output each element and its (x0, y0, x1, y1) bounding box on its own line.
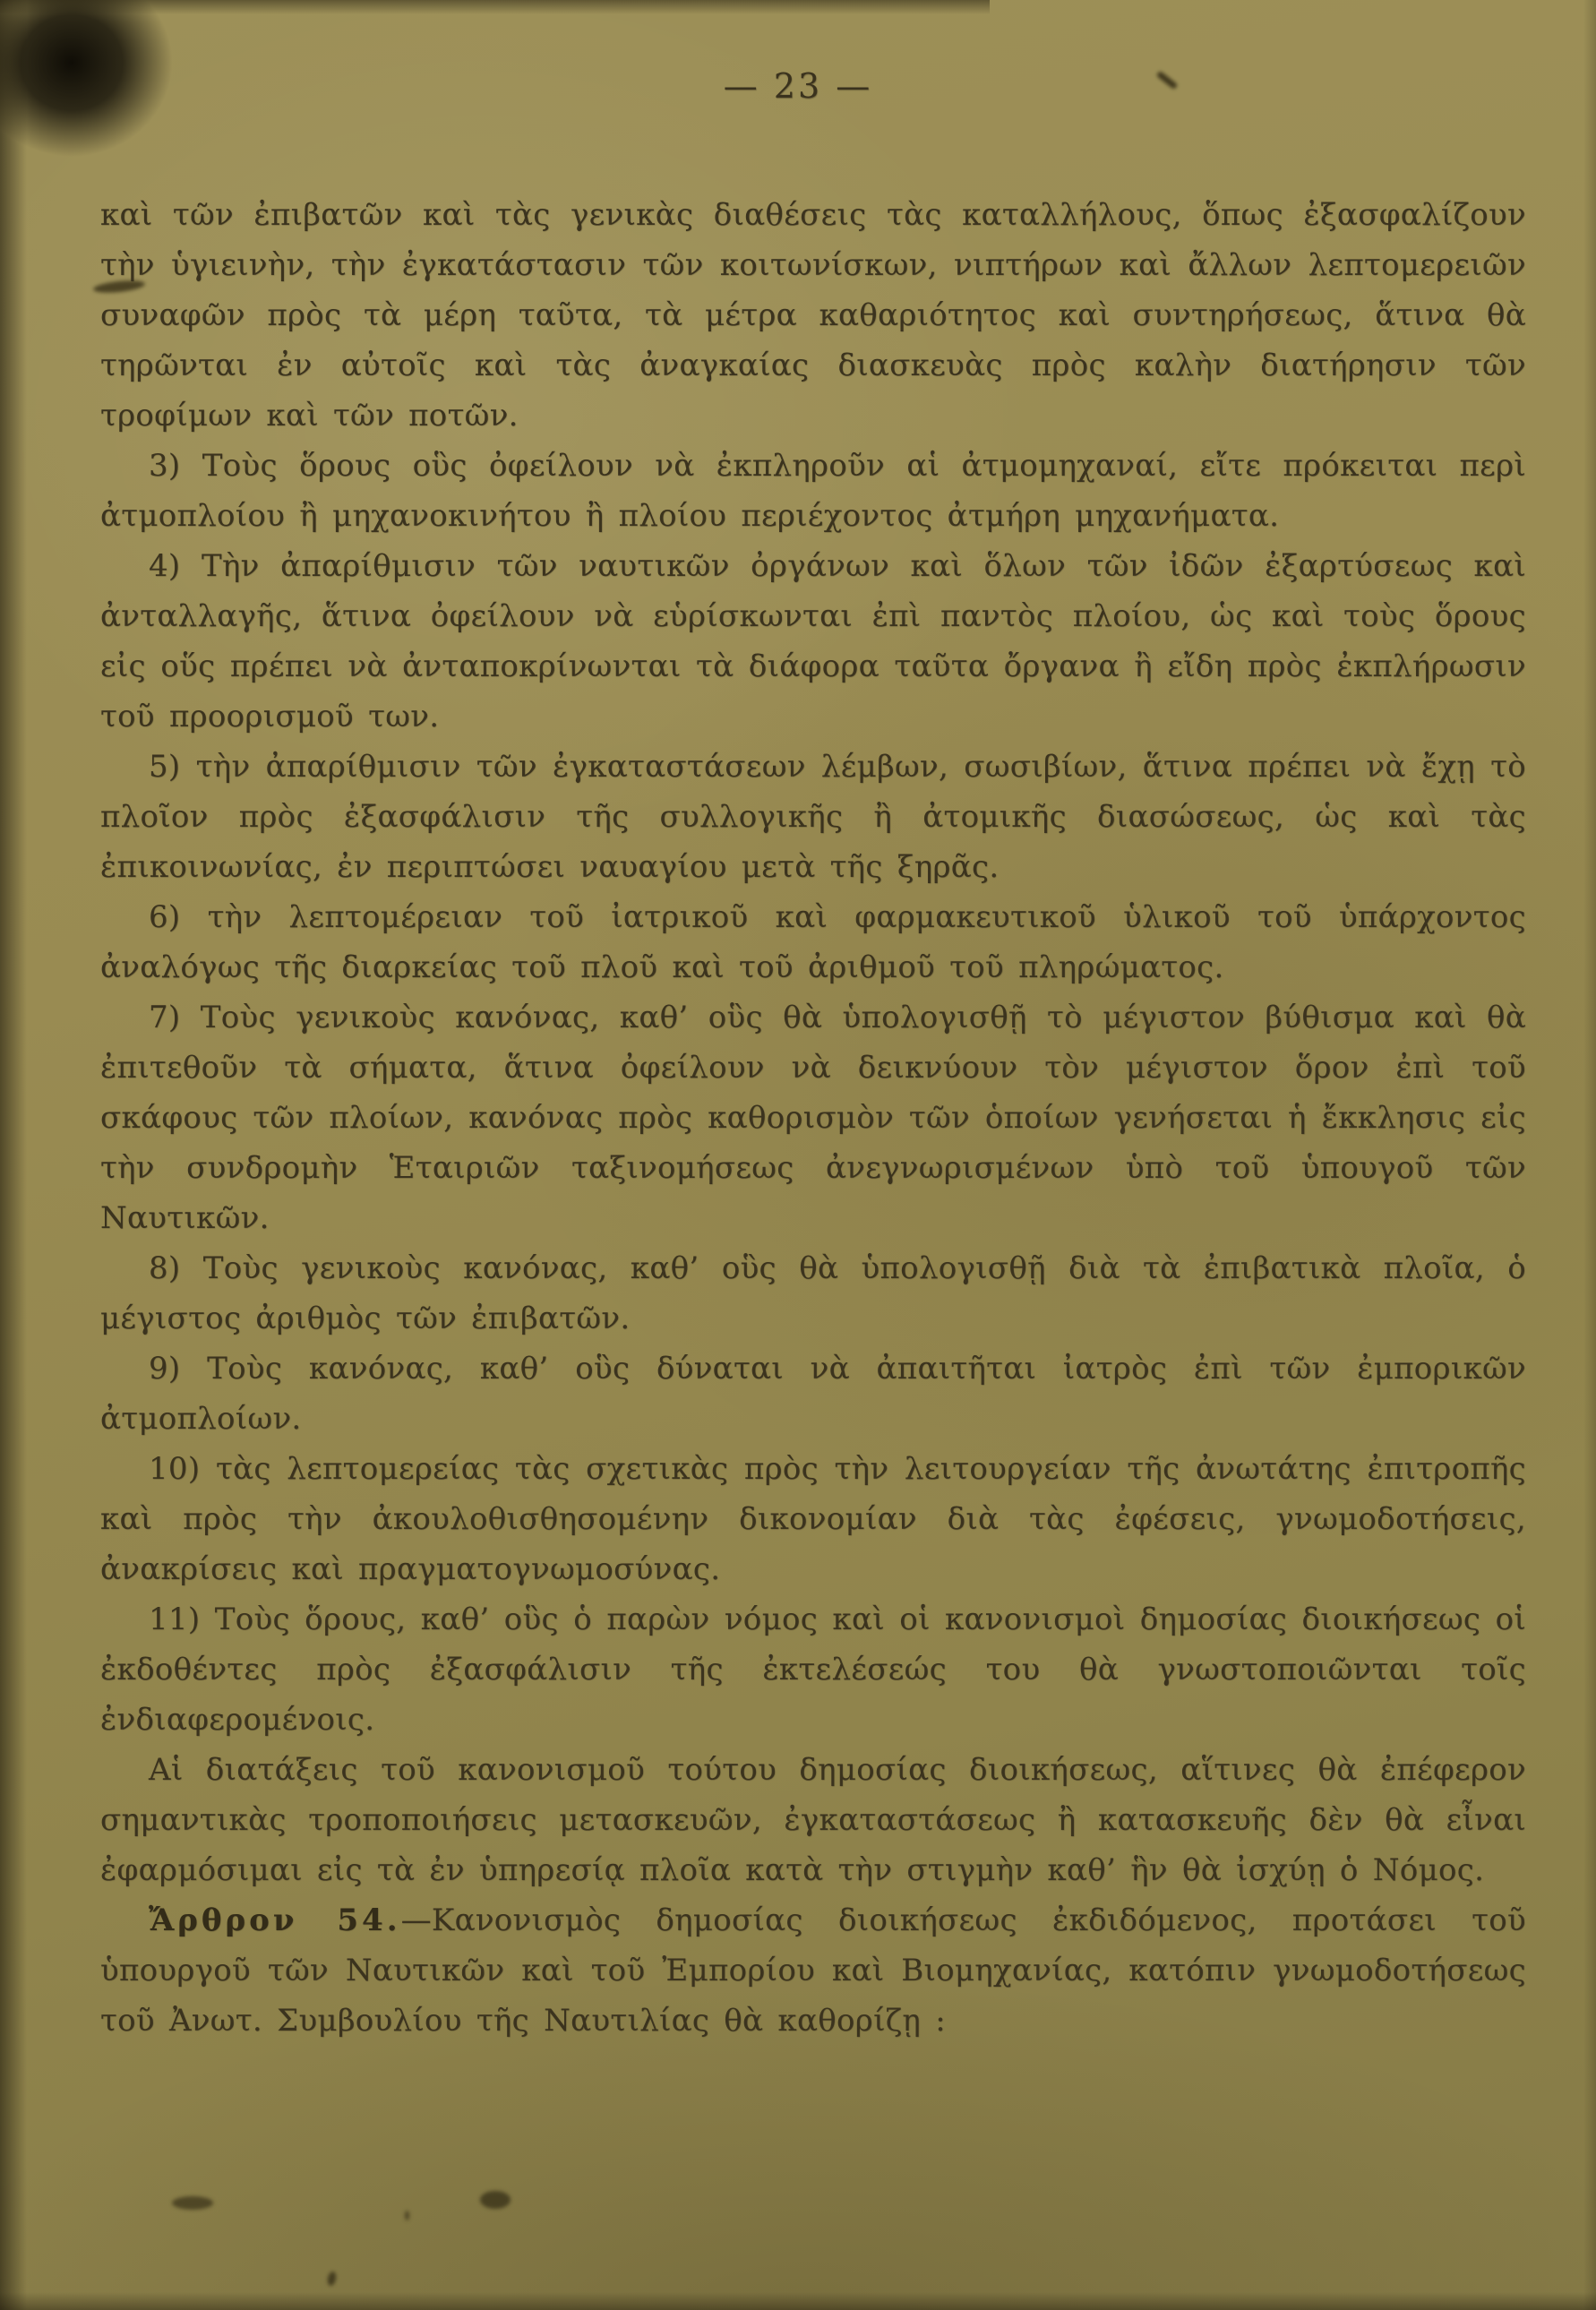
list-item-8: 8) Τοὺς γενικοὺς κανόνας, καθ’ οὓς θὰ ὑπολογισθῇ διὰ τὰ ἐπιβατικὰ πλοῖα, ὁ μέγιστος ἀριθμὸς τῶν ἐπιβατῶν. (100, 1250, 1526, 1336)
list-item-5: 5) τὴν ἀπαρίθμισιν τῶν ἐγκαταστάσεων λέμβων, σωσιβίων, ἅτινα πρέπει νὰ ἔχῃ τὸ πλοῖον πρὸς ἐξασφάλισιν τῆς συλλογικῆς ἢ ἀτομικῆς διασώσεως, ὡς καὶ τὰς ἐπικοινωνίας, ἐν περιπτώσει ναυαγίου μετὰ τῆς ξηρᾶς. (100, 749, 1526, 885)
paragraph-provisions: Αἱ διατάξεις τοῦ κανονισμοῦ τούτου δημοσίας διοικήσεως, αἵτινες θὰ ἐπέφερον σημαντικὰς τροποποιήσεις μετασκευῶν, ἐγκαταστάσεως ἢ κατασκευῆς δὲν θὰ εἶναι ἐφαρμόσιμαι εἰς τὰ ἐν ὑπηρεσίᾳ πλοῖα κατὰ τὴν στιγμὴν καθ’ ἣν θὰ ἰσχύῃ ὁ Νόμος. (100, 1752, 1526, 1888)
page-edge-shadow-top (0, 0, 990, 14)
paragraph-continuation: καὶ τῶν ἐπιβατῶν καὶ τὰς γενικὰς διαθέσεις τὰς καταλλήλους, ὅπως ἐξασφαλίζουν τὴν ὑγιεινὴν, τὴν ἐγκατάστασιν τῶν κοιτωνίσκων, νιπτήρων καὶ ἄλλων λεπτομερειῶν συναφῶν πρὸς τὰ μέρη ταῦτα, τὰ μέτρα καθαριότητος καὶ συντηρήσεως, ἅτινα θὰ τηρῶνται ἐν αὐτοῖς καὶ τὰς ἀναγκαίας διασκευὰς πρὸς καλὴν διατήρησιν τῶν τροφίμων καὶ τῶν ποτῶν. (100, 197, 1526, 434)
page-edge-shadow-bottom (0, 2292, 1596, 2310)
article-54-text: —Κανονισμὸς δημοσίας διοικήσεως ἐκδιδόμενος, προτάσει τοῦ ὑπουργοῦ τῶν Ναυτικῶν καὶ τοῦ Ἐμπορίου καὶ Βιομηχανίας, κατόπιν γνωμοδοτήσεως τοῦ Ἀνωτ. Συμβουλίου τῆς Ναυτιλίας θὰ καθορίζῃ : (100, 1902, 1526, 2039)
page-number: — 23 — (723, 66, 873, 106)
paper-speck (480, 2191, 511, 2209)
article-54-paragraph (100, 1895, 1526, 2046)
list-item-4: 4) Τὴν ἀπαρίθμισιν τῶν ναυτικῶν ὀργάνων καὶ ὅλων τῶν ἰδῶν ἐξαρτύσεως καὶ ἀνταλλαγῆς, ἅτινα ὀφείλουν νὰ εὑρίσκωνται ἐπὶ παντὸς πλοίου, ὡς καὶ τοὺς ὅρους εἰς οὕς πρέπει νὰ ἀνταποκρίνωνται τὰ διάφορα ταῦτα ὄργανα ἢ εἴδη πρὸς ἐκπλήρωσιν τοῦ προορισμοῦ των. (100, 548, 1526, 734)
paper-speck (405, 2211, 409, 2220)
list-item-6: 6) τὴν λεπτομέρειαν τοῦ ἰατρικοῦ καὶ φαρμακευτικοῦ ὑλικοῦ τοῦ ὑπάρχοντος ἀναλόγως τῆς διαρκείας τοῦ πλοῦ καὶ τοῦ ἀριθμοῦ τοῦ πληρώματος. (100, 899, 1526, 985)
page-edge-shadow-left (0, 0, 27, 2310)
list-item-7: 7) Τοὺς γενικοὺς κανόνας, καθ’ οὓς θὰ ὑπολογισθῇ τὸ μέγιστον βύθισμα καὶ θὰ ἐπιτεθοῦν τὰ σήματα, ἅτινα ὀφείλουν νὰ δεικνύουν τὸν μέγιστον ὅρον ἐπὶ τοῦ σκάφους τῶν πλοίων, κανόνας πρὸς καθορισμὸν τῶν ὁποίων γενήσεται ἡ ἔκκλησις εἰς τὴν συνδρομὴν Ἑταιριῶν ταξινομήσεως ἀνεγνωρισμένων ὑπὸ τοῦ ὑπουγοῦ τῶν Ναυτικῶν. (100, 1000, 1526, 1236)
list-item-10: 10) τὰς λεπτομερείας τὰς σχετικὰς πρὸς τὴν λειτουργείαν τῆς ἀνωτάτης ἐπιτροπῆς καὶ πρὸς τὴν ἀκουλοθισθησομένην δικονομίαν διὰ τὰς ἐφέσεις, γνωμοδοτήσεις, ἀνακρίσεις καὶ πραγματογνωμοσύνας. (100, 1451, 1526, 1587)
list-item-11: 11) Τοὺς ὅρους, καθ’ οὓς ὁ παρὼν νόμος καὶ οἱ κανονισμοὶ δημοσίας διοικήσεως οἱ ἐκδοθέντες πρὸς ἐξασφάλισιν τῆς ἐκτελέσεώς του θὰ γνωστοποιῶνται τοῖς ἐνδιαφερομένοις. (100, 1602, 1526, 1738)
article-54-heading: Ἄρθρον 54. (149, 1902, 401, 1938)
page-text (100, 190, 1526, 2046)
page-edge-shadow-right (1583, 0, 1596, 2310)
list-item-3: 3) Τοὺς ὅρους οὓς ὀφείλουν νὰ ἐκπληροῦν αἱ ἀτμομηχαναί, εἴτε πρόκειται περὶ ἀτμοπλοίου ἢ μηχανοκινήτου ἢ πλοίου περιέχοντος ἀτμήρη μηχανήματα. (100, 448, 1526, 534)
list-item-9: 9) Τοὺς κανόνας, καθ’ οὓς δύναται νὰ ἀπαιτῆται ἰατρὸς ἐπὶ τῶν ἐμπορικῶν ἀτμοπλοίων. (100, 1351, 1526, 1437)
paper-speck (326, 2271, 337, 2287)
paper-speck (172, 2196, 213, 2210)
